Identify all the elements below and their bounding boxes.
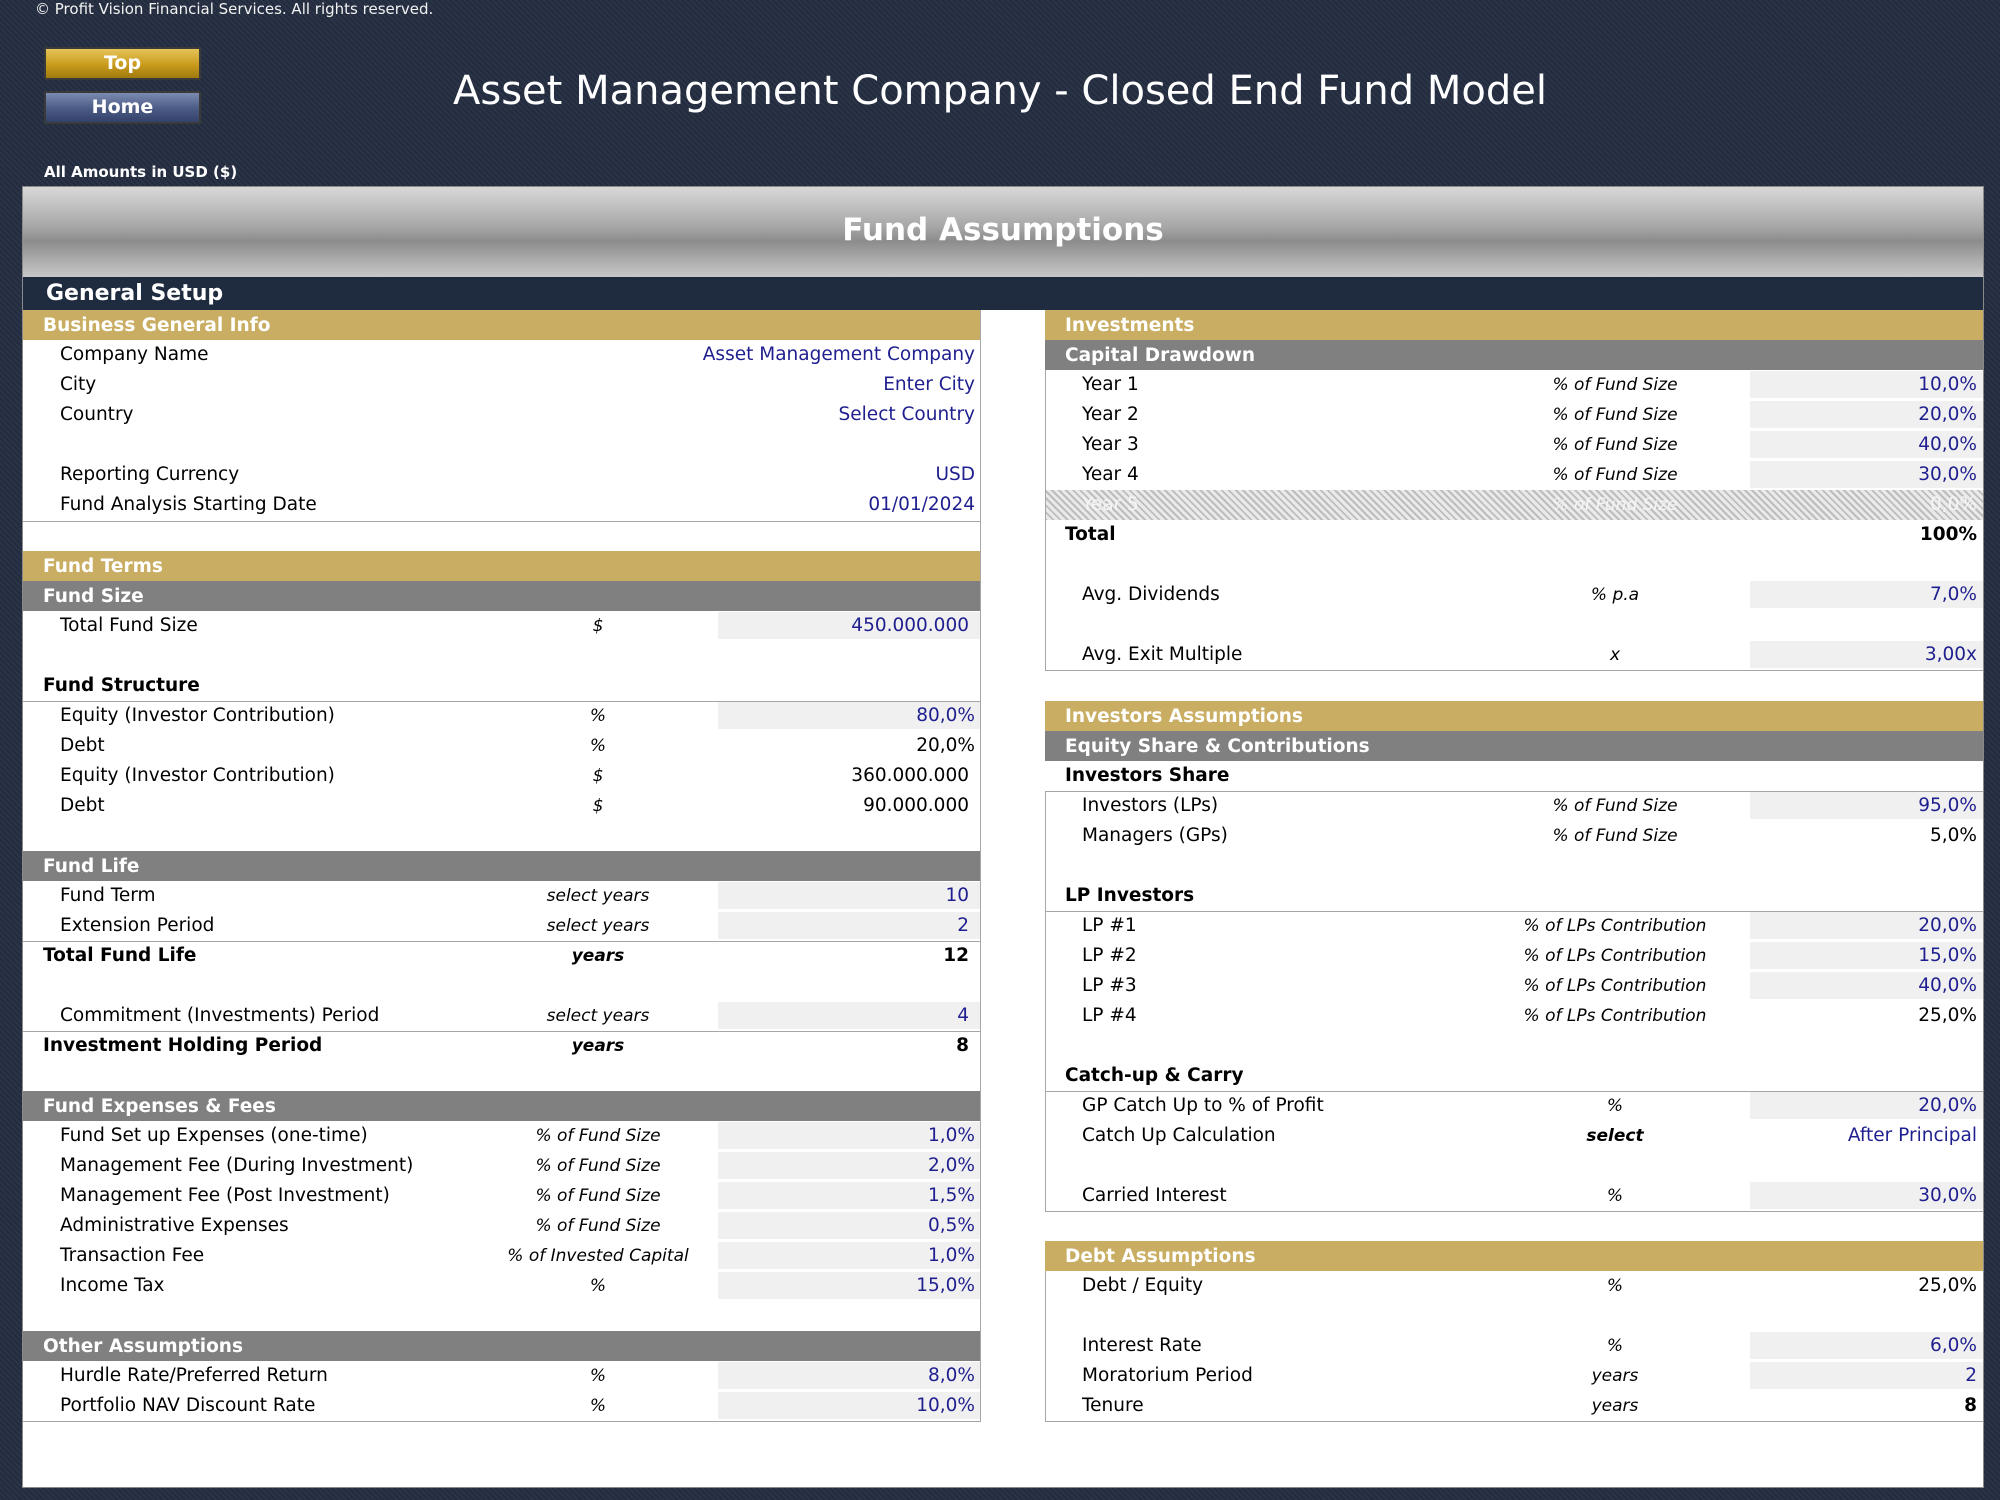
country-row — [23, 400, 981, 430]
drawdown-input[interactable]: 10,0% — [1750, 371, 1983, 399]
structure-row — [23, 701, 981, 731]
capital-drawdown-header: Capital Drawdown — [1045, 340, 1983, 370]
expense-row — [23, 1181, 981, 1211]
expense-row — [23, 1151, 981, 1181]
debt-amount-value: 90.000.000 — [863, 795, 969, 816]
extension-unit: select years — [546, 916, 650, 936]
lp-label: LP #1 — [1082, 915, 1137, 936]
catchup-calc-select[interactable]: After Principal — [1847, 1125, 1977, 1146]
drawdown-row-disabled — [1045, 490, 1983, 520]
drawdown-year-label: Year 2 — [1082, 404, 1139, 425]
expense-unit: % of Fund Size — [535, 1186, 661, 1206]
catchup-carry-label: Catch-up & Carry — [1065, 1065, 1244, 1086]
total-fund-size-unit: $ — [592, 616, 604, 636]
structure-row — [23, 761, 981, 791]
country-label: Country — [60, 404, 134, 425]
drawdown-row — [1045, 400, 1983, 430]
city-row — [23, 370, 981, 400]
extension-label: Extension Period — [60, 915, 215, 936]
carried-interest-unit: % — [1606, 1186, 1624, 1206]
fund-life-header: Fund Life — [23, 851, 981, 881]
debt-equity-value: 25,0% — [1918, 1275, 1977, 1296]
equity-amount-value: 360.000.000 — [851, 765, 969, 786]
divider — [23, 521, 981, 522]
carried-interest-row — [1045, 1181, 1983, 1211]
dividends-label: Avg. Dividends — [1082, 584, 1220, 605]
business-info-header: Business General Info — [23, 310, 981, 340]
equity-share-header: Equity Share & Contributions — [1045, 731, 1983, 761]
lp-input[interactable]: 15,0% — [1750, 942, 1983, 970]
drawdown-unit: % of Fund Size — [1552, 465, 1678, 485]
assumptions-sheet — [22, 186, 1984, 1488]
lp-investors-label: LP Investors — [1065, 885, 1195, 906]
structure-label: Equity (Investor Contribution) — [60, 705, 335, 726]
divider — [1045, 670, 1983, 671]
commitment-label: Commitment (Investments) Period — [60, 1005, 380, 1026]
other-unit: % — [589, 1366, 607, 1386]
tenure-label: Tenure — [1082, 1395, 1144, 1416]
moratorium-input[interactable]: 2 — [1750, 1362, 1983, 1390]
gp-catchup-label: GP Catch Up to % of Profit — [1082, 1095, 1324, 1116]
debt-header: Debt Assumptions — [1045, 1241, 1983, 1271]
expense-input[interactable]: 1,0% — [718, 1242, 981, 1270]
catchup-calc-unit: select — [1586, 1126, 1644, 1146]
drawdown-year-label: Year 5 — [1082, 494, 1139, 515]
column-border — [1045, 1271, 1046, 1422]
dividends-unit: % p.a — [1590, 585, 1640, 605]
share-row — [1045, 791, 1983, 821]
drawdown-unit: % of Fund Size — [1552, 495, 1678, 515]
lp-row — [1045, 941, 1983, 971]
drawdown-year-label: Year 3 — [1082, 434, 1139, 455]
drawdown-input[interactable]: 20,0% — [1750, 401, 1983, 429]
share-label: Investors (LPs) — [1082, 795, 1219, 816]
expense-input[interactable]: 2,0% — [718, 1152, 981, 1180]
carried-interest-label: Carried Interest — [1082, 1185, 1227, 1206]
fund-structure-label: Fund Structure — [43, 675, 200, 696]
drawdown-year-label: Year 4 — [1082, 464, 1139, 485]
drawdown-row — [1045, 370, 1983, 400]
company-name-input[interactable]: Asset Management Company — [702, 344, 975, 365]
dividends-row — [1045, 580, 1983, 610]
other-row — [23, 1391, 981, 1421]
carried-interest-input[interactable]: 30,0% — [1750, 1182, 1983, 1210]
other-assumptions-header: Other Assumptions — [23, 1331, 981, 1361]
expense-unit: % of Invested Capital — [507, 1246, 689, 1266]
other-unit: % — [589, 1396, 607, 1416]
column-border — [1045, 370, 1046, 671]
drawdown-input[interactable]: 40,0% — [1750, 431, 1983, 459]
lp-unit: % of LPs Contribution — [1523, 976, 1707, 996]
interest-rate-input[interactable]: 6,0% — [1750, 1332, 1983, 1360]
expense-unit: % of Fund Size — [535, 1126, 661, 1146]
drawdown-unit: % of Fund Size — [1552, 405, 1678, 425]
tenure-row — [1045, 1391, 1983, 1421]
lp-share-input[interactable]: 95,0% — [1750, 792, 1983, 820]
drawdown-unit: % of Fund Size — [1552, 375, 1678, 395]
drawdown-unit: % of Fund Size — [1552, 435, 1678, 455]
expense-unit: % of Fund Size — [535, 1216, 661, 1236]
expense-label: Income Tax — [60, 1275, 165, 1296]
drawdown-total-label: Total — [1065, 524, 1116, 545]
debt-equity-row — [1045, 1271, 1983, 1301]
expense-row — [23, 1121, 981, 1151]
commitment-row — [23, 1001, 981, 1031]
drawdown-row — [1045, 460, 1983, 490]
sheet-banner: Fund Assumptions — [23, 187, 1983, 277]
other-input[interactable]: 10,0% — [718, 1392, 981, 1420]
total-fund-size-row — [23, 611, 981, 641]
moratorium-label: Moratorium Period — [1082, 1365, 1253, 1386]
currency-label: Reporting Currency — [60, 464, 240, 485]
holding-unit: years — [571, 1036, 625, 1056]
page-title: Asset Management Company - Closed End Fund Model — [453, 68, 1547, 114]
commitment-unit: select years — [546, 1006, 650, 1026]
extension-row — [23, 911, 981, 941]
holding-row — [23, 1031, 981, 1061]
other-label: Portfolio NAV Discount Rate — [60, 1395, 316, 1416]
debt-equity-label: Debt / Equity — [1082, 1275, 1204, 1296]
fund-term-label: Fund Term — [60, 885, 156, 906]
total-life-unit: years — [571, 946, 625, 966]
expense-unit: % — [589, 1276, 607, 1296]
fund-term-select[interactable]: 10 — [718, 882, 981, 910]
structure-label: Debt — [60, 735, 105, 756]
city-input[interactable]: Enter City — [883, 374, 975, 395]
home-button[interactable]: Home — [44, 91, 201, 124]
dividends-input[interactable]: 7,0% — [1750, 581, 1983, 609]
gp-catchup-input[interactable]: 20,0% — [1750, 1092, 1983, 1120]
gp-catchup-row — [1045, 1091, 1983, 1121]
moratorium-unit: years — [1591, 1366, 1639, 1386]
debt-equity-unit: % — [1606, 1276, 1624, 1296]
expense-label: Management Fee (During Investment) — [60, 1155, 414, 1176]
lp-unit: % of LPs Contribution — [1523, 946, 1707, 966]
structure-row — [23, 791, 981, 821]
catchup-calc-row — [1045, 1121, 1983, 1151]
fund-size-header: Fund Size — [23, 581, 981, 611]
country-select[interactable]: Select Country — [838, 404, 975, 425]
share-row — [1045, 821, 1983, 851]
holding-label: Investment Holding Period — [43, 1035, 323, 1056]
total-fund-size-label: Total Fund Size — [60, 615, 198, 636]
lp-unit: % of LPs Contribution — [1523, 916, 1707, 936]
exit-multiple-row — [1045, 640, 1983, 670]
interest-rate-label: Interest Rate — [1082, 1335, 1202, 1356]
currency-note: All Amounts in USD ($) — [44, 163, 238, 181]
interest-rate-row — [1045, 1331, 1983, 1361]
start-date-label: Fund Analysis Starting Date — [60, 494, 317, 515]
gp-share-value: 5,0% — [1930, 825, 1977, 846]
lp-label: LP #3 — [1082, 975, 1137, 996]
share-unit: % of Fund Size — [1552, 826, 1678, 846]
structure-label: Equity (Investor Contribution) — [60, 765, 335, 786]
share-label: Managers (GPs) — [1082, 825, 1228, 846]
gp-catchup-unit: % — [1606, 1096, 1624, 1116]
right-column — [1045, 310, 1983, 1490]
divider — [23, 1421, 981, 1422]
copyright-text: © Profit Vision Financial Services. All rights reserved. — [35, 0, 434, 18]
holding-value: 8 — [956, 1035, 969, 1056]
lp-input[interactable]: 20,0% — [1750, 912, 1983, 940]
expense-label: Management Fee (Post Investment) — [60, 1185, 390, 1206]
column-border — [1045, 791, 1046, 1212]
company-name-label: Company Name — [60, 344, 209, 365]
lp-row — [1045, 971, 1983, 1001]
expense-unit: % of Fund Size — [535, 1156, 661, 1176]
general-setup-header: General Setup — [23, 277, 1983, 310]
expense-input[interactable]: 15,0% — [718, 1272, 981, 1300]
start-date-input[interactable]: 01/01/2024 — [868, 494, 975, 515]
expense-row — [23, 1241, 981, 1271]
share-unit: % of Fund Size — [1552, 796, 1678, 816]
lp-row — [1045, 911, 1983, 941]
total-fund-size-input[interactable]: 450.000.000 — [718, 612, 981, 640]
drawdown-total-row — [1045, 520, 1983, 550]
drawdown-disabled-value: 0,0% — [1930, 494, 1977, 515]
fund-term-row — [23, 881, 981, 911]
other-input[interactable]: 8,0% — [718, 1362, 981, 1390]
investors-header: Investors Assumptions — [1045, 701, 1983, 731]
structure-unit: % — [589, 736, 607, 756]
divider — [1045, 1421, 1983, 1422]
expense-label: Administrative Expenses — [60, 1215, 289, 1236]
city-label: City — [60, 374, 97, 395]
investors-share-label: Investors Share — [1065, 765, 1230, 786]
moratorium-row — [1045, 1361, 1983, 1391]
left-column — [23, 310, 981, 1490]
exit-multiple-input[interactable]: 3,00x — [1750, 641, 1983, 669]
tenure-unit: years — [1591, 1396, 1639, 1416]
column-border — [980, 310, 981, 1422]
lp-row — [1045, 1001, 1983, 1031]
currency-row — [23, 460, 981, 490]
total-life-row — [23, 941, 981, 971]
fund-term-unit: select years — [546, 886, 650, 906]
expense-label: Transaction Fee — [60, 1245, 205, 1266]
expense-label: Fund Set up Expenses (one-time) — [60, 1125, 368, 1146]
debt-percent-value: 20,0% — [916, 735, 975, 756]
company-name-row — [23, 340, 981, 370]
expense-input[interactable]: 1,5% — [718, 1182, 981, 1210]
top-button[interactable]: Top — [44, 47, 201, 80]
equity-percent-input[interactable]: 80,0% — [718, 702, 981, 730]
other-label: Hurdle Rate/Preferred Return — [60, 1365, 328, 1386]
expenses-header: Fund Expenses & Fees — [23, 1091, 981, 1121]
fund-terms-header: Fund Terms — [23, 551, 981, 581]
lp-calc-value: 25,0% — [1918, 1005, 1977, 1026]
commitment-select[interactable]: 4 — [718, 1002, 981, 1030]
lp-label: LP #4 — [1082, 1005, 1137, 1026]
divider — [1045, 1211, 1983, 1212]
structure-row — [23, 731, 981, 761]
lp-unit: % of LPs Contribution — [1523, 1006, 1707, 1026]
structure-label: Debt — [60, 795, 105, 816]
investments-header: Investments — [1045, 310, 1983, 340]
interest-rate-unit: % — [1606, 1336, 1624, 1356]
expense-input[interactable]: 0,5% — [718, 1212, 981, 1240]
exit-multiple-label: Avg. Exit Multiple — [1082, 644, 1243, 665]
start-date-row — [23, 490, 981, 520]
tenure-value: 8 — [1964, 1395, 1977, 1416]
exit-multiple-unit: x — [1609, 645, 1621, 665]
drawdown-total-value: 100% — [1919, 524, 1977, 545]
expense-row — [23, 1211, 981, 1241]
other-row — [23, 1361, 981, 1391]
total-life-label: Total Fund Life — [43, 945, 197, 966]
expense-row — [23, 1271, 981, 1301]
expense-input[interactable]: 1,0% — [718, 1122, 981, 1150]
drawdown-row — [1045, 430, 1983, 460]
structure-unit: % — [589, 706, 607, 726]
structure-unit: $ — [592, 766, 604, 786]
lp-label: LP #2 — [1082, 945, 1137, 966]
drawdown-input[interactable]: 30,0% — [1750, 461, 1983, 489]
currency-select[interactable]: USD — [935, 464, 975, 485]
extension-select[interactable]: 2 — [718, 912, 981, 940]
structure-unit: $ — [592, 796, 604, 816]
total-life-value: 12 — [943, 945, 969, 966]
catchup-calc-label: Catch Up Calculation — [1082, 1125, 1276, 1146]
drawdown-year-label: Year 1 — [1082, 374, 1139, 395]
lp-input[interactable]: 40,0% — [1750, 972, 1983, 1000]
